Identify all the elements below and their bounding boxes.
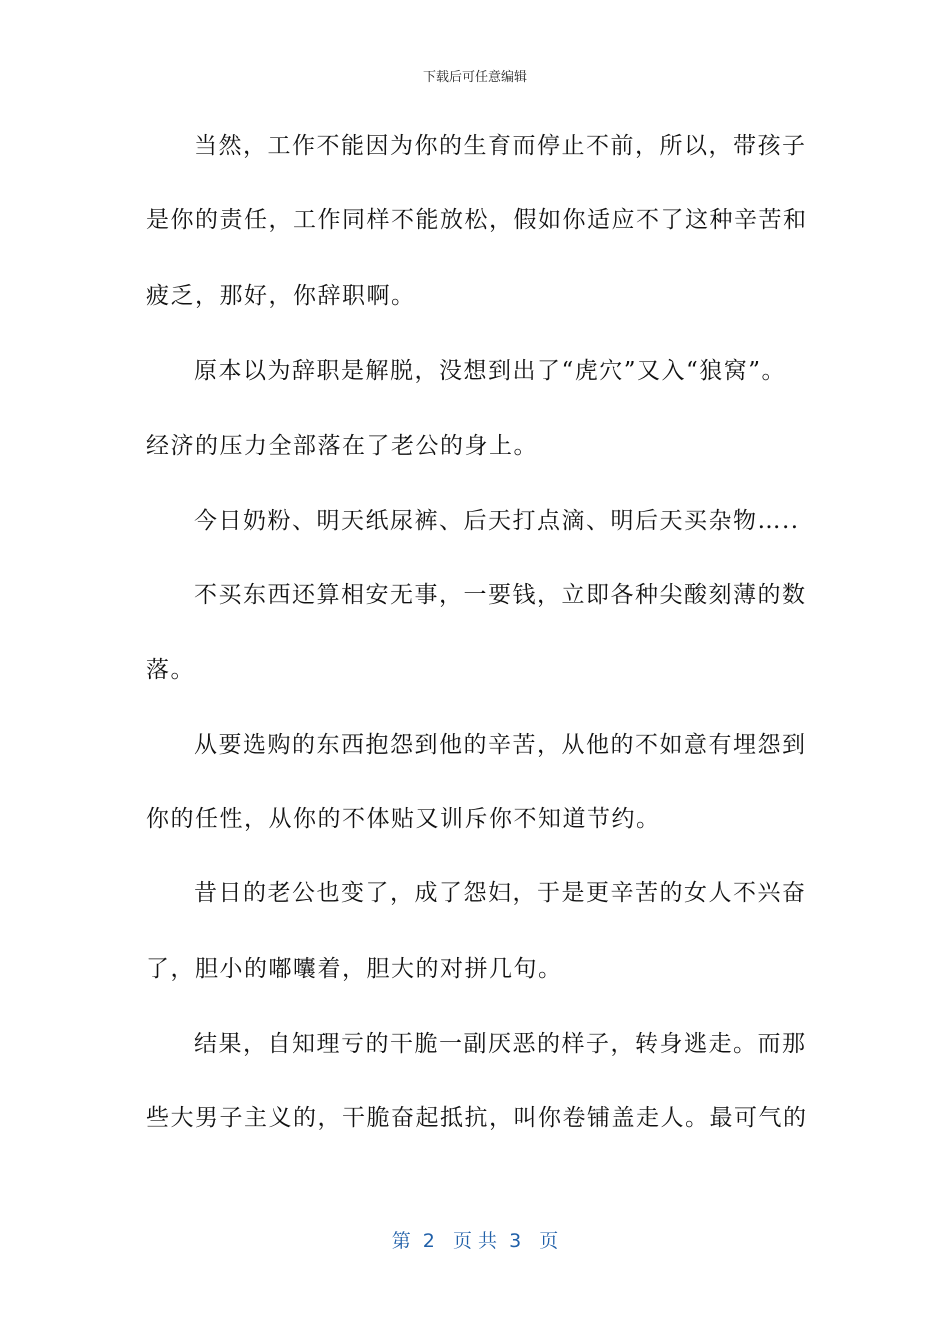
paragraph-line: 你的任性，从你的不体贴又训斥你不知道节约。 [146, 806, 661, 832]
paragraph-line: 结果，自知理亏的干脆一副厌恶的样子，转身逃走。而那 [194, 1031, 807, 1057]
paragraph-line: 了，胆小的嘟囔着，胆大的对拼几句。 [146, 956, 563, 982]
paragraph-line: 疲乏，那好，你辞职啊。 [146, 283, 416, 309]
paragraph-line: 经济的压力全部落在了老公的身上。 [146, 433, 538, 459]
page-number-footer: 第 2 页 共 3 页 [391, 1230, 559, 1252]
paragraph-line: 不买东西还算相安无事，一要钱，立即各种尖酸刻薄的数 [194, 582, 807, 608]
paragraph-line: 是你的责任，工作同样不能放松，假如你适应不了这种辛苦和 [146, 207, 808, 233]
paragraph-line: 昔日的老公也变了，成了怨妇，于是更辛苦的女人不兴奋 [194, 880, 807, 906]
paragraph-line: 从要选购的东西抱怨到他的辛苦，从他的不如意有埋怨到 [194, 732, 807, 758]
paragraph-line: 原本以为辞职是解脱，没想到出了“虎穴”又入“狼窝”。 [194, 358, 787, 384]
paragraph-line: 当然，工作不能因为你的生育而停止不前，所以，带孩子 [194, 133, 807, 159]
page-header: 下载后可任意编辑 [422, 70, 527, 85]
paragraph-line: 今日奶粉、明天纸尿裤、后天打点滴、明后天买杂物….. [194, 508, 800, 534]
paragraph-line: 落。 [146, 657, 195, 683]
paragraph-line: 些大男子主义的，干脆奋起抵抗，叫你卷铺盖走人。最可气的 [146, 1105, 808, 1131]
